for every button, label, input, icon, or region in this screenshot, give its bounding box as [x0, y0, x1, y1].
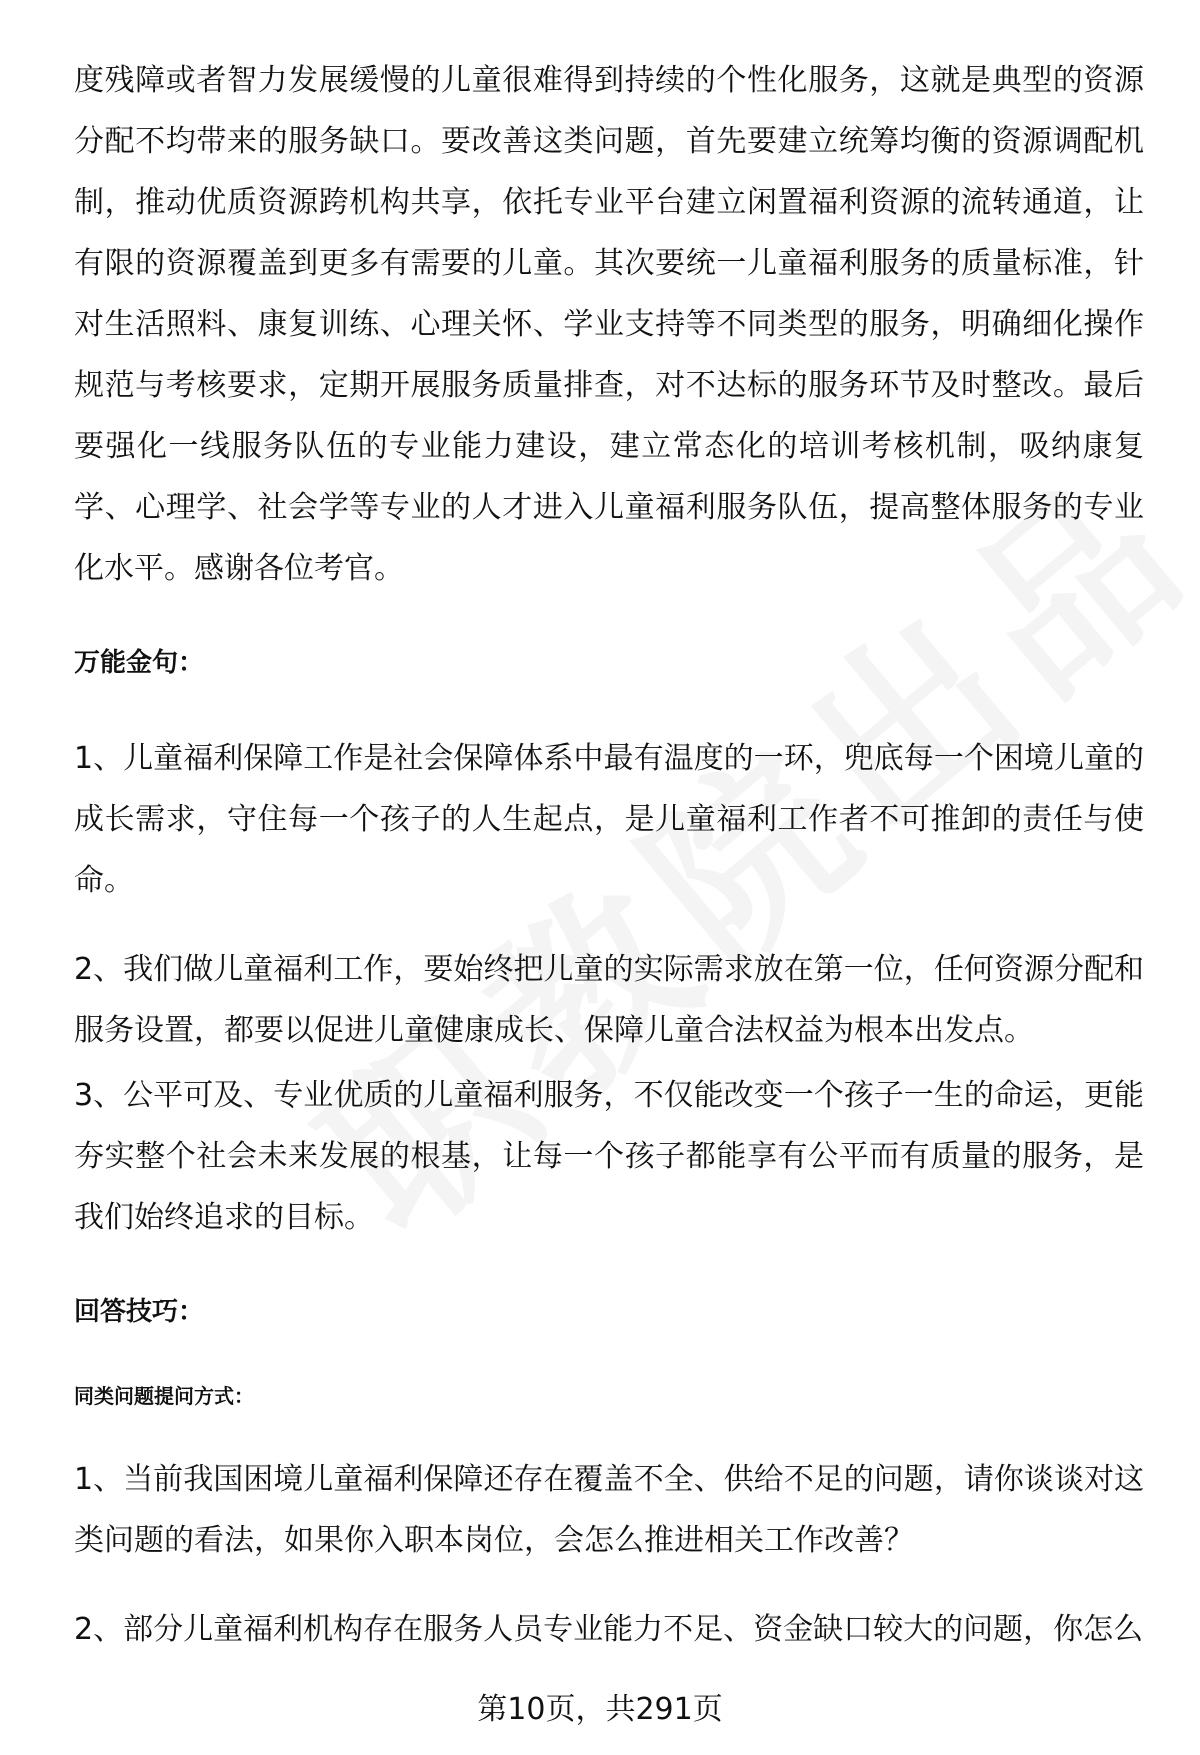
golden-sentences-heading: 万能金句：: [74, 648, 205, 678]
golden-sentence-item: 1、儿童福利保障工作是社会保障体系中最有温度的一环，兜底每一个困境儿童的成长需求，守住每一个孩子的人生起点，是儿童福利工作者不可推卸的责任与使命。: [74, 741, 1144, 898]
answer-tips-heading: 回答技巧：: [74, 1297, 205, 1327]
similar-questions-subheading: 同类问题提问方式：: [74, 1384, 254, 1408]
golden-sentence-item: 2、我们做儿童福利工作，要始终把儿童的实际需求放在第一位，任何资源分配和服务设置，都要以促进儿童健康成长、保障儿童合法权益为根本出发点。: [74, 952, 1144, 1048]
golden-sentence-item: 3、公平可及、专业优质的儿童福利服务，不仅能改变一个孩子一生的命运，更能夯实整个社会未来发展的根基，让每一个孩子都能享有公平而有质量的服务，是我们始终追求的目标。: [74, 1078, 1144, 1235]
similar-question-item: 2、部分儿童福利机构存在服务人员专业能力不足、资金缺口较大的问题，你怎么: [74, 1612, 1144, 1647]
intro-paragraph: 度残障或者智力发展缓慢的儿童很难得到持续的个性化服务，这就是典型的资源分配不均带来的服务缺口。要改善这类问题，首先要建立统筹均衡的资源调配机制，推动优质资源跨机构共享，依托专业平台建立闲置福利资源的流转通道，让有限的资源覆盖到更多有需要的儿童。其次要统一儿童福利服务的质量标准，针对生活照料、康复训练、心理关怀、学业支持等不同类型的服务，明确细化操作规范与考核要求，定期开展服务质量排查，对不达标的服务环节及时整改。最后要强化一线服务队伍的专业能力建设，建立常态化的培训考核机制，吸纳康复学、心理学、社会学等专业的人才进入儿童福利服务队伍，提高整体服务的专业化水平。感谢各位考官。: [74, 63, 1144, 586]
similar-question-item: 1、当前我国困境儿童福利保障还存在覆盖不全、供给不足的问题，请你谈谈对这类问题的看法，如果你入职本岗位，会怎么推进相关工作改善？: [74, 1462, 1144, 1558]
document-body: [74, 50, 1144, 1660]
page-number-footer: 第10页，共291页: [477, 1692, 723, 1727]
